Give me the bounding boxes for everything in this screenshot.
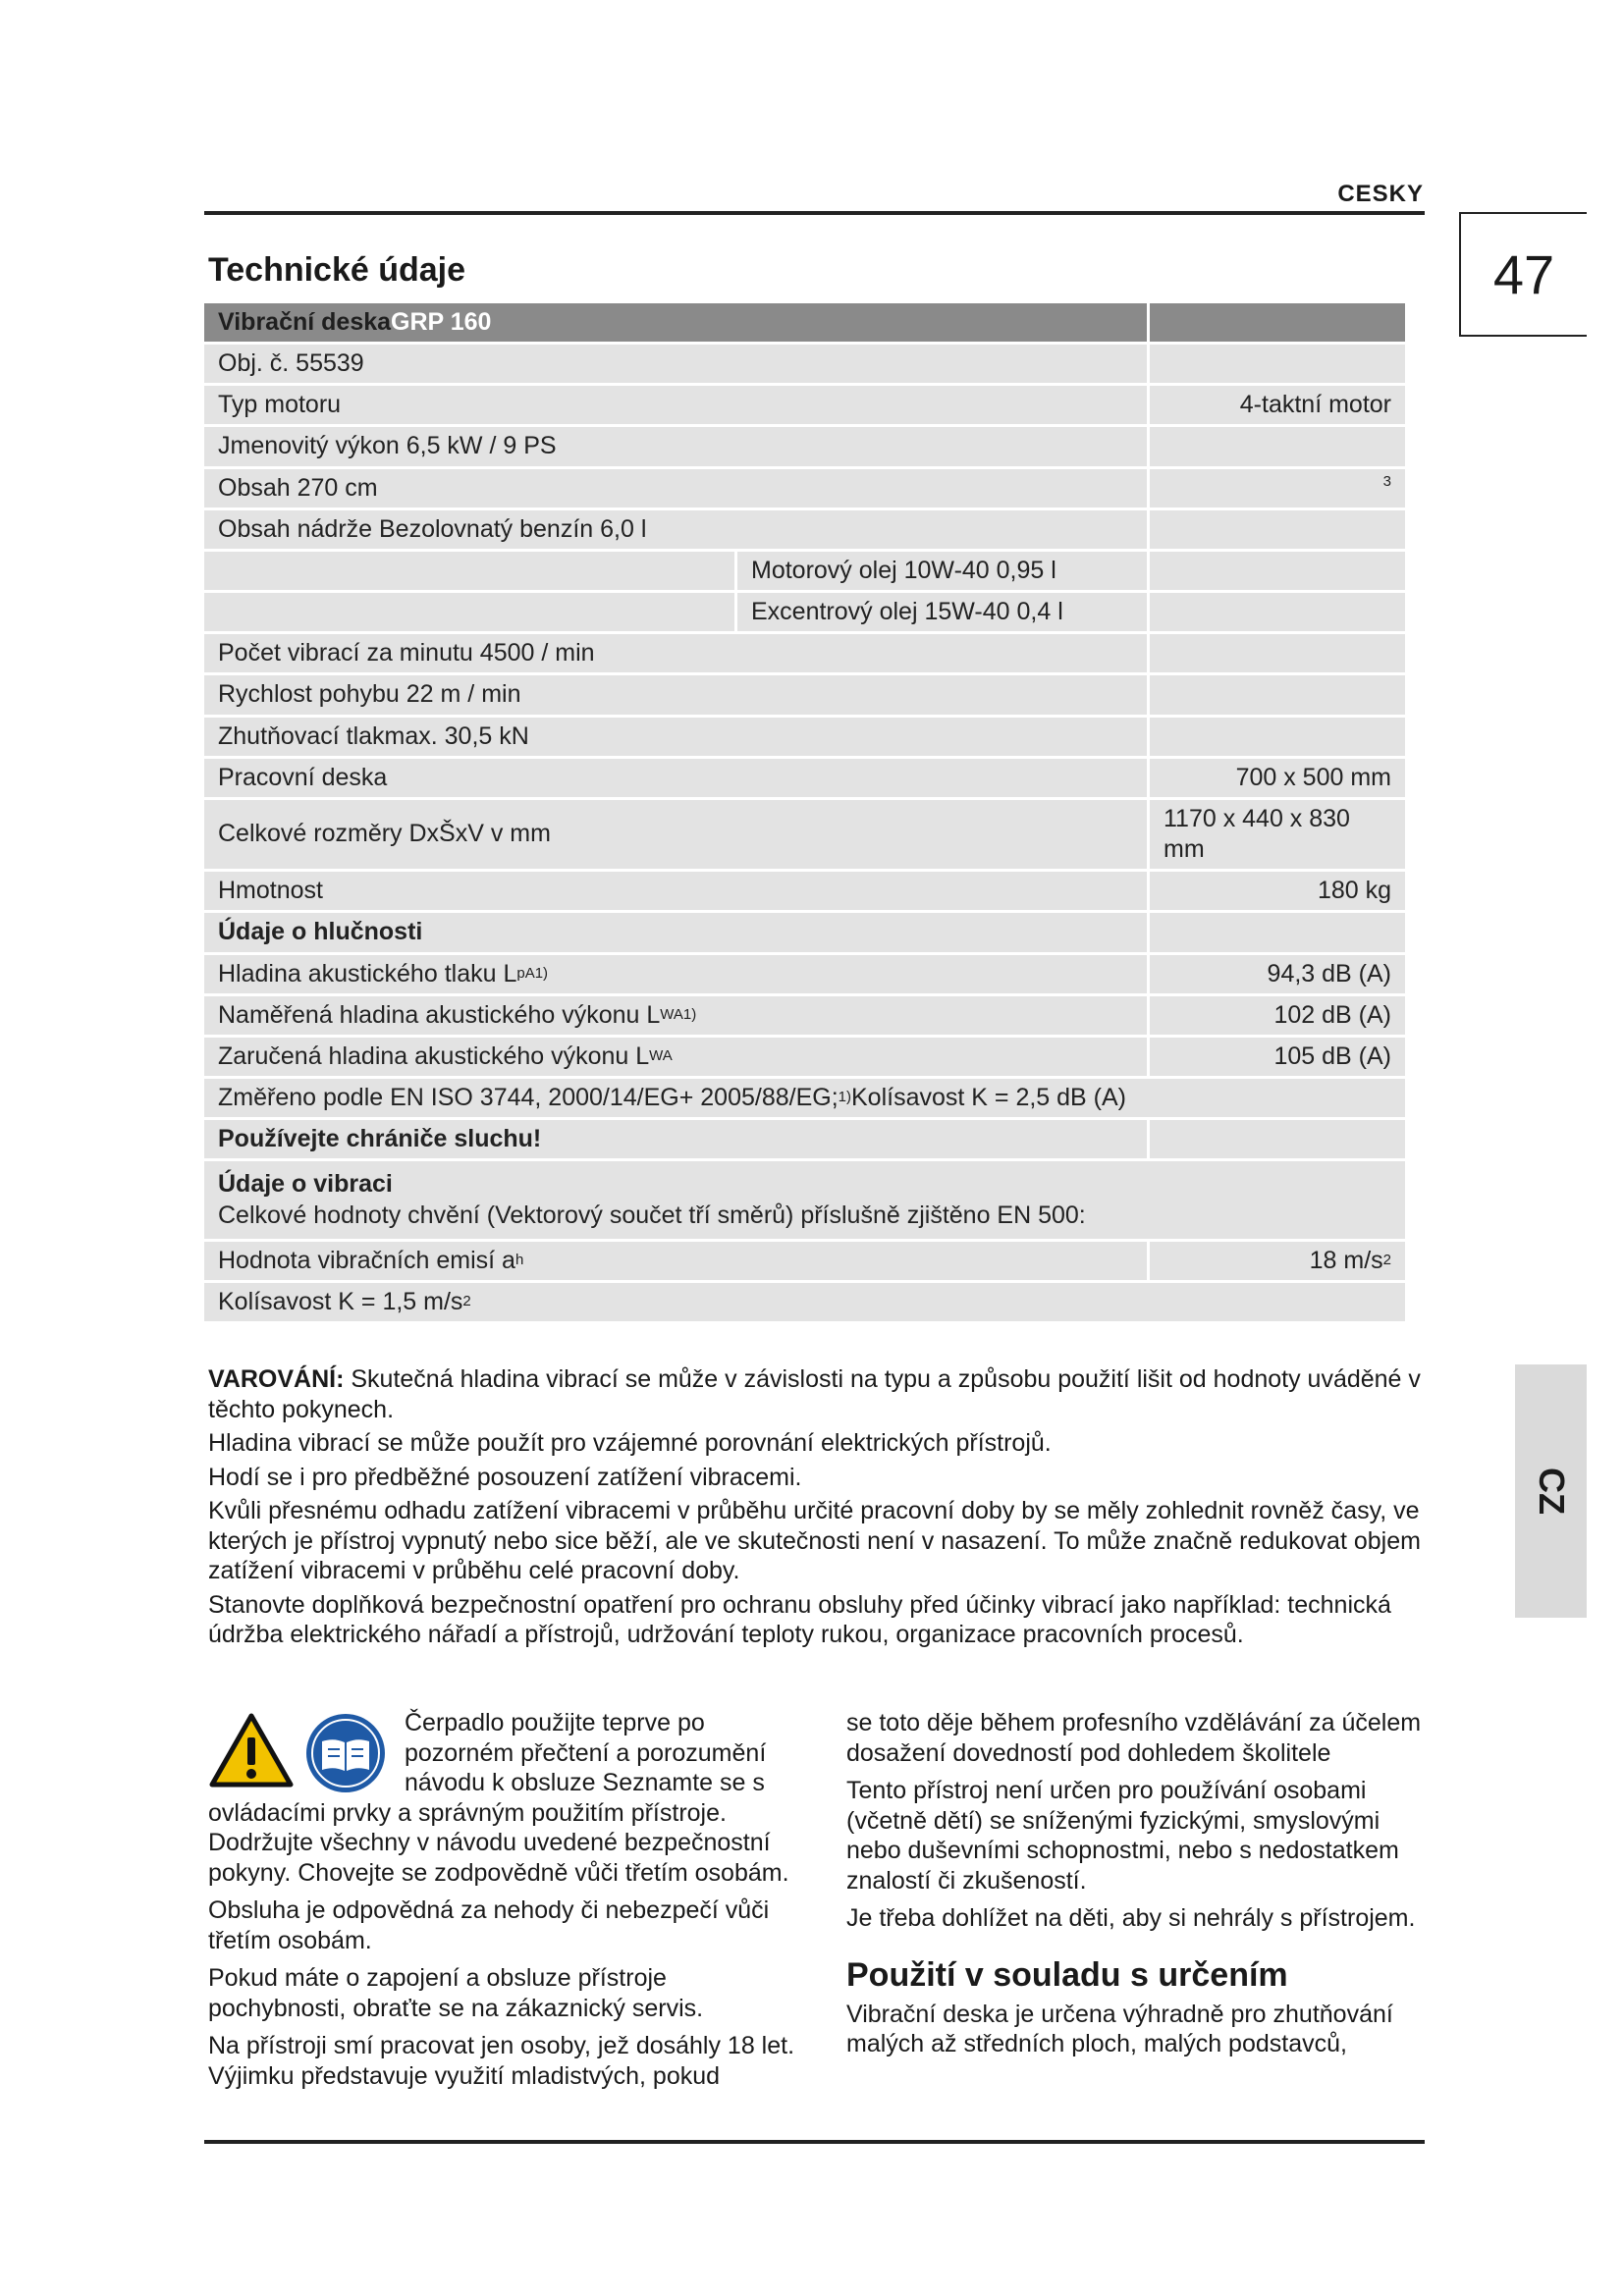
travel-speed: Rychlost pohybu 22 m / min (204, 675, 1150, 714)
table-row (204, 759, 1405, 800)
vibrations-per-minute: Počet vibrací za minutu 4500 / min (204, 634, 1150, 672)
table-header-empty (1150, 303, 1405, 342)
lpa-label-cell (204, 955, 1150, 993)
bottom-rule (204, 2140, 1425, 2144)
left-p4: Na přístroji smí pracovat jen osoby, jež dosáhly 18 let. Výjimku představuje využití mladistvých, pokud (208, 2032, 795, 2090)
read-manual-icon (304, 1712, 387, 1794)
left-p2: Obsluha je odpovědná za nehody či nebezpečí vůči třetím osobám. (208, 1896, 770, 1954)
motor-oil: Motorový olej 10W-40 0,95 l (737, 552, 1150, 590)
measured-standard: Změřeno podle EN ISO 3744, 2000/14/EG+ 2005/88/EG; (218, 1084, 839, 1112)
empty-cell (1150, 1120, 1405, 1158)
ah-sub: h (514, 1251, 524, 1268)
right-column (846, 1708, 1435, 2067)
empty-cell (1150, 552, 1405, 590)
lwa-measured-sup: 1) (682, 1005, 697, 1023)
warning-label: VAROVÁNÍ: (208, 1365, 345, 1393)
table-row (204, 675, 1405, 717)
right-p4: Vibrační deska je určena výhradně pro zhutňování malých až středních ploch, malých podstavců, (846, 2000, 1393, 2058)
table-row (204, 1038, 1405, 1079)
table-row (204, 1120, 1405, 1161)
table-row (204, 913, 1405, 954)
section-title: Technické údaje (208, 251, 466, 289)
lwa-guaranteed-label: Zaručená hladina akustického výkonu L (218, 1041, 650, 1070)
table-row (204, 552, 1405, 593)
plate-value: 700 x 500 mm (1150, 759, 1405, 797)
left-p1: Čerpadlo použijte teprve po pozorném přečtení a porozumění návodu k obsluze Seznamte se s ovládacími prvky a správným použitím přístroje. Dodržujte všechny v návodu uvedené bezpečnostní pokyny. Chovejte se zodpovědně vůči třetím osobám. (208, 1709, 789, 1887)
vibration-uncertainty-sup: 2 (462, 1293, 471, 1310)
table-header-cell (204, 303, 1150, 342)
art-no: Obj. č. 55539 (204, 345, 1150, 383)
product-model: GRP 160 (391, 307, 492, 336)
warning-text-1: Skutečná hladina vibrací se může v závislosti na typu a způsobu použití lišit od hodnoty uváděné v těchto pokynech. (208, 1365, 1421, 1423)
lwa-guaranteed-value: 105 dB (A) (1150, 1038, 1405, 1076)
noise-heading: Údaje o hlučnosti (204, 913, 1150, 951)
language-label: CESKY (1337, 181, 1424, 207)
lpa-value: 94,3 dB (A) (1150, 955, 1405, 993)
table-row (204, 718, 1405, 759)
empty-cell (1150, 675, 1405, 714)
language-side-tab (1515, 1364, 1587, 1618)
displacement-sup: 3 (1150, 469, 1405, 507)
table-row (204, 872, 1405, 913)
lwa-measured-value: 102 dB (A) (1150, 996, 1405, 1035)
lwa-guaranteed-cell (204, 1038, 1150, 1076)
spec-table (204, 303, 1405, 1324)
empty-cell (1150, 427, 1405, 465)
vibration-heading: Údaje o vibraci (218, 1170, 393, 1199)
vibration-heading-cell (204, 1161, 1405, 1238)
plate-label: Pracovní deska (204, 759, 1150, 797)
lwa-measured-sub: WA (660, 1005, 683, 1023)
ah-sup: 2 (1382, 1251, 1391, 1268)
ah-value-cell (1150, 1242, 1405, 1280)
warning-p4: Kvůli přesnému odhadu zatížení vibracemi v průběhu určité pracovní doby by se měly zohlednit rovněž časy, ve kterých je přístroj vypnutý nebo sice běží, ale ve skutečnosti není v nasazení. To může značně redukovat objem zatížení vibracemi v průběhu celé pracovní doby. (208, 1497, 1421, 1584)
table-row (204, 955, 1405, 996)
empty-cell (1150, 593, 1405, 631)
excentric-oil: Excentrový olej 15W-40 0,4 l (737, 593, 1150, 631)
motor-type-value: 4-taktní motor (1150, 386, 1405, 424)
table-row (204, 634, 1405, 675)
table-row (204, 345, 1405, 386)
table-row (204, 1283, 1405, 1324)
weight-label: Hmotnost (204, 872, 1150, 910)
warning-p3: Hodí se i pro předběžné posouzení zatížení vibracemi. (208, 1463, 802, 1491)
right-p1: se toto děje během profesního vzdělávání za účelem dosažení dovedností pod dohledem školitele (846, 1709, 1422, 1767)
rated-power: Jmenovitý výkon 6,5 kW / 9 PS (204, 427, 1150, 465)
table-row (204, 996, 1405, 1038)
dimensions-label: Celkové rozměry DxŠxV v mm (204, 800, 1150, 869)
top-rule (204, 211, 1425, 215)
side-tab-label: CZ (1531, 1468, 1572, 1515)
measured-standard-cell (204, 1079, 1405, 1117)
weight-value: 180 kg (1150, 872, 1405, 910)
table-row (204, 510, 1405, 552)
empty-cell (1150, 718, 1405, 756)
ear-protection-note: Používejte chrániče sluchu! (204, 1120, 1150, 1158)
left-p3: Pokud máte o zapojení a obsluze přístroje pochybnosti, obraťte se na zákaznický servis. (208, 1964, 704, 2022)
table-row (204, 1242, 1405, 1283)
ah-label: Hodnota vibračních emisí a (218, 1246, 515, 1274)
table-row (204, 1079, 1405, 1120)
warning-p1 (208, 1364, 1431, 1424)
vibration-uncertainty-cell (204, 1283, 1405, 1321)
motor-type-label: Typ motoru (204, 386, 1150, 424)
left-column (208, 1708, 807, 2099)
empty-cell (204, 552, 737, 590)
dimensions-value: 1170 x 440 x 830 mm (1150, 800, 1405, 869)
vibration-total: Celkové hodnoty chvění (Vektorový součet tří směrů) příslušně zjištěno EN 500: (218, 1201, 1086, 1229)
table-row (204, 1161, 1405, 1241)
empty-cell (1150, 913, 1405, 951)
lwa-measured-label: Naměřená hladina akustického výkonu L (218, 1000, 661, 1029)
lpa-label: Hladina akustického tlaku L (218, 959, 517, 988)
tank-capacity: Obsah nádrže Bezolovnatý benzín 6,0 l (204, 510, 1150, 549)
intended-use-heading: Použití v souladu s určením (846, 1955, 1288, 1994)
right-p3: Je třeba dohlížet na děti, aby si nehrály s přístrojem. (846, 1904, 1416, 1932)
empty-cell (1150, 634, 1405, 672)
displacement: Obsah 270 cm (204, 469, 1150, 507)
ah-label-cell (204, 1242, 1150, 1280)
warning-p2: Hladina vibrací se může použít pro vzájemné porovnání elektrických přístrojů. (208, 1429, 1052, 1457)
safety-icons (208, 1712, 387, 1794)
table-header-row (204, 303, 1405, 345)
table-row (204, 386, 1405, 427)
table-row (204, 469, 1405, 510)
lpa-sup: 1) (534, 964, 549, 982)
warning-block (208, 1364, 1431, 1654)
page-number: 47 (1459, 212, 1587, 337)
table-row (204, 593, 1405, 634)
ah-value: 18 m/s (1309, 1246, 1383, 1274)
table-row (204, 427, 1405, 468)
lwa-guaranteed-sub: WA (649, 1047, 673, 1065)
empty-cell (1150, 345, 1405, 383)
lwa-measured-cell (204, 996, 1150, 1035)
measured-sup: 1) (838, 1089, 851, 1106)
compaction-force: Zhutňovací tlakmax. 30,5 kN (204, 718, 1150, 756)
warning-triangle-icon (208, 1712, 295, 1789)
product-type: Vibrační deska (218, 307, 392, 336)
empty-cell (204, 593, 737, 631)
table-row (204, 800, 1405, 872)
noise-uncertainty: Kolísavost K = 2,5 dB (A) (851, 1084, 1126, 1112)
lpa-sub: pA (516, 964, 535, 982)
warning-p5: Stanovte doplňková bezpečnostní opatření pro ochranu obsluhy před účinky vibrací jako například: technická údržba elektrického nářadí a přístrojů, udržování teploty rukou, organizace pracovních procesů. (208, 1590, 1391, 1648)
empty-cell (1150, 510, 1405, 549)
right-p2: Tento přístroj není určen pro používání osobami (včetně dětí) se sníženými fyzickými, smyslovými nebo duševními schopnostmi, nebo s nedostatkem znalostí či zkušeností. (846, 1777, 1399, 1895)
vibration-uncertainty: Kolísavost K = 1,5 m/s (218, 1287, 463, 1315)
